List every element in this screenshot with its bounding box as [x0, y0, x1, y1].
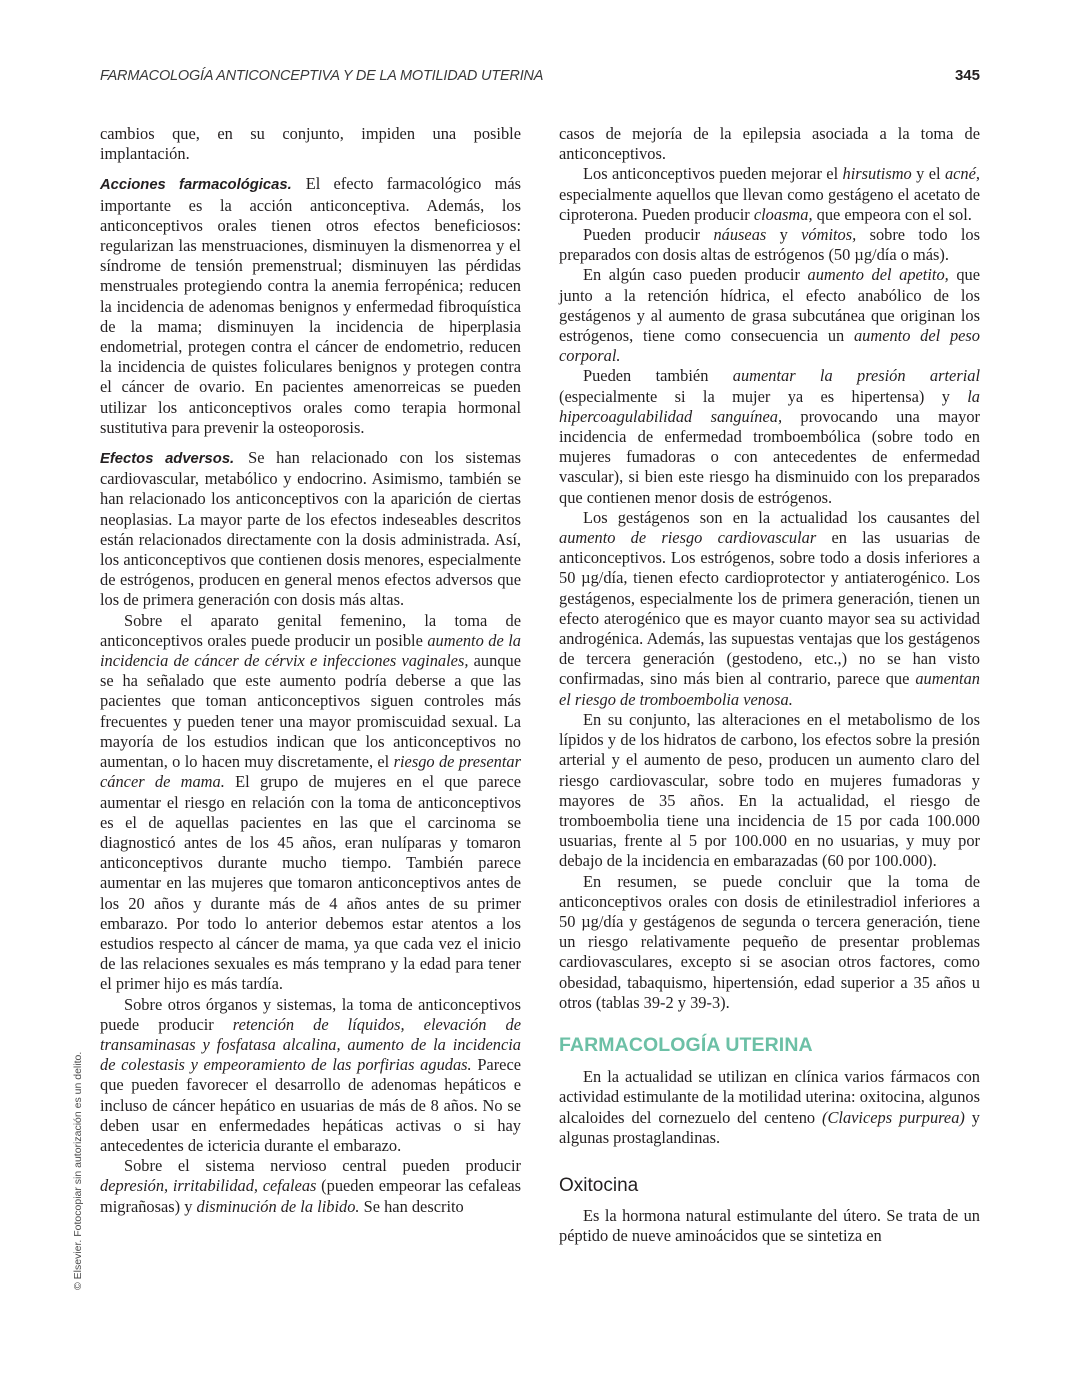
left-column	[100, 124, 521, 1217]
paragraph: Los anticonceptivos pueden mejorar el hirsutismo y el acné, especialmente aquellos que llevan como gestágeno el acetato de ciproterona. Pueden producir cloasma, que empeora con el sol.	[559, 164, 980, 224]
right-column	[559, 124, 980, 1247]
paragraph: Es la hormona natural estimulante del útero. Se trata de un péptido de nueve aminoácidos que se sintetiza en	[559, 1206, 980, 1246]
paragraph: Sobre el aparato genital femenino, la toma de anticonceptivos orales puede producir un posible aumento de la incidencia de cáncer de cérvix e infecciones vaginales, aunque se ha señalado que este aumento podría deberse a que las pacientes que toman anticonceptivos siguen controles más frecuentes y pueden tener una mayor promiscuidad sexual. La mayoría de los estudios indican que los anticonceptivos no aumentan, o lo hacen muy discretamente, el riesgo de presentar cáncer de mama. El grupo de mujeres en el que parece aumentar el riesgo en relación con la toma de anticonceptivos es el de aquellas pacientes en las que el carcinoma se diagnosticó antes de los 45 años, eran nulíparas y tomaron anticonceptivos durante mucho tiempo. También parece aumentar en las mujeres que tomaron anticonceptivos antes de los 20 años y durante más de 4 años antes de su primer embarazo. Por todo lo anterior debemos estar atentos a los estudios respecto al cáncer de mama, ya que cada vez el inicio de las relaciones sexuales es más temprano y la edad para tener el primer hijo es más tardía.	[100, 610, 522, 994]
paragraph: En su conjunto, las alteraciones en el metabolismo de los lípidos y de los hidratos de carbono, los efectos sobre la presión arterial y el aumento de peso, producen un aumento claro del riesgo cardiovascular, sobre todo en mujeres fumadoras y mayores de 35 años. En la actualidad, el riesgo de tromboembolia tiene una incidencia de 15 por cada 100.000 usuarias, frente al 5 por 100.000 en no usuarias, y muy por debajo de la incidencia en embarazadas (60 por 100.000).	[559, 709, 980, 871]
subsection-heading: Oxitocina	[559, 1174, 639, 1196]
paragraph-efectos: Efectos adversos. Se han relacionado con los sistemas cardiovascular, metabólico y endocrino. Asimismo, también se han relacionado los anticonceptivos con la aparición de ciertas neoplasias. La mayor parte de los efectos indeseables descritos están relacionados directamente con la dosis administrada. Así, los anticonceptivos que contienen dosis menores, especialmente de estrógenos, producen en general menos efectos adversos que los de primera generación con dosis más altas.	[100, 448, 522, 610]
paragraph: Sobre otros órganos y sistemas, la toma de anticonceptivos puede producir retención de líquidos, elevación de transaminasas y fosfatasa alcalina, aumento de la incidencia de colestasis y empeoramiento de las porfirias agudas. Parece que pueden favorecer el desarrollo de adenomas hepáticos e incluso de cáncer hepático en usuarias de más de 8 años. No se deben usar en enfermedades hepáticas activas o si hay antecedentes de ictericia durante el embarazo.	[100, 994, 521, 1155]
running-head: FARMACOLOGÍA ANTICONCEPTIVA Y DE LA MOTILIDAD UTERINA	[100, 68, 544, 84]
paragraph: Sobre el sistema nervioso central pueden producir depresión, irritabilidad, cefaleas (pueden empeorar las cefaleas migrañosas) y disminución de la libido. Se han descrito	[100, 1156, 521, 1216]
section-heading: FARMACOLOGÍA UTERINA	[559, 1033, 813, 1056]
copyright-note: © Elsevier. Fotocopiar sin autorización es un delito.	[72, 1051, 84, 1290]
paragraph: Los gestágenos son en la actualidad los causantes del aumento de riesgo cardiovascular en las usuarias de anticonceptivos. Los estrógenos, sobre todo a dosis inferiores a 50 µg/día, tienen efecto cardioprotector y antiaterogénico. Los gestágenos, especialmente los de primera generación, tienen un efecto aterogénico que es mayor cuanto mayor sea su actividad androgénica. Además, las supuestas ventajas que los gestágenos de tercera generación (gestodeno, etc.,) no se han visto confirmadas, sino más bien al contrario, parece que aumentan el riesgo de tromboembolia venosa.	[559, 507, 980, 709]
runin-heading: Acciones farmacológicas.	[100, 177, 292, 194]
paragraph: Pueden también aumentar la presión arterial (especialmente si la mujer ya es hipertensa) y la hipercoagulabilidad sanguínea, provocando una mayor incidencia de enfermedad tromboembólica (sobre todo en mujeres fumadoras o con antecedentes de enfermedad vascular), si bien este riesgo ha disminuido con los preparados que contienen menor dosis de estrógenos.	[559, 366, 981, 507]
paragraph: En la actualidad se utilizan en clínica varios fármacos con actividad estimulante de la motilidad uterina: oxitocina, algunos alcaloides del cornezuelo del centeno (Claviceps purpurea) y algunas prostaglandinas.	[559, 1067, 980, 1147]
paragraph: casos de mejoría de la epilepsia asociada a la toma de anticonceptivos.	[559, 124, 980, 164]
paragraph: En algún caso pueden producir aumento del apetito, que junto a la retención hídrica, el efecto anabólico de los gestágenos y al aumento de grasa subcutánea que originan los estrógenos, tiene como consecuencia un aumento del peso corporal.	[559, 265, 980, 366]
runin-heading: Efectos adversos.	[100, 451, 235, 468]
paragraph-acciones: Acciones farmacológicas. El efecto farmacológico más importante es la acción anticonceptiva. Además, los anticonceptivos orales tienen otros efectos beneficiosos: regularizan las menstruaciones, disminuyen la dismenorrea y el síndrome de tensión premenstrual; disminuyen las pérdidas menstruales protegiendo contra la anemia ferropénica; reducen la incidencia de adenomas benignos y enfermedad fibroquística de la mama; disminuyen la incidencia de hiperplasia endometrial, protegen contra el cáncer de endometrio, reducen la incidencia de quistes foliculares benignos y protegen contra el cáncer de ovario. En pacientes amenorreicas se pueden utilizar los anticonceptivos orales como terapia hormonal sustitutiva para prevenir la osteoporosis.	[100, 174, 521, 437]
page-number: 345	[954, 67, 980, 84]
paragraph: cambios que, en su conjunto, impiden una posible implantación.	[100, 124, 521, 164]
paragraph: En resumen, se puede concluir que la toma de anticonceptivos orales con dosis de etinilestradiol inferiores a 50 µg/día y gestágenos de segunda o tercera generación, tiene un riesgo relativamente pequeño de presentar problemas cardiovasculares, excepto si se asocian otros factores, como obesidad, tabaquismo, hipertensión, edad superior a 35 años u otros (tablas 39-2 y 39-3).	[559, 871, 980, 1012]
paragraph: Pueden producir náuseas y vómitos, sobre todo los preparados con dosis altas de estrógenos (50 µg/día o más).	[559, 225, 980, 265]
